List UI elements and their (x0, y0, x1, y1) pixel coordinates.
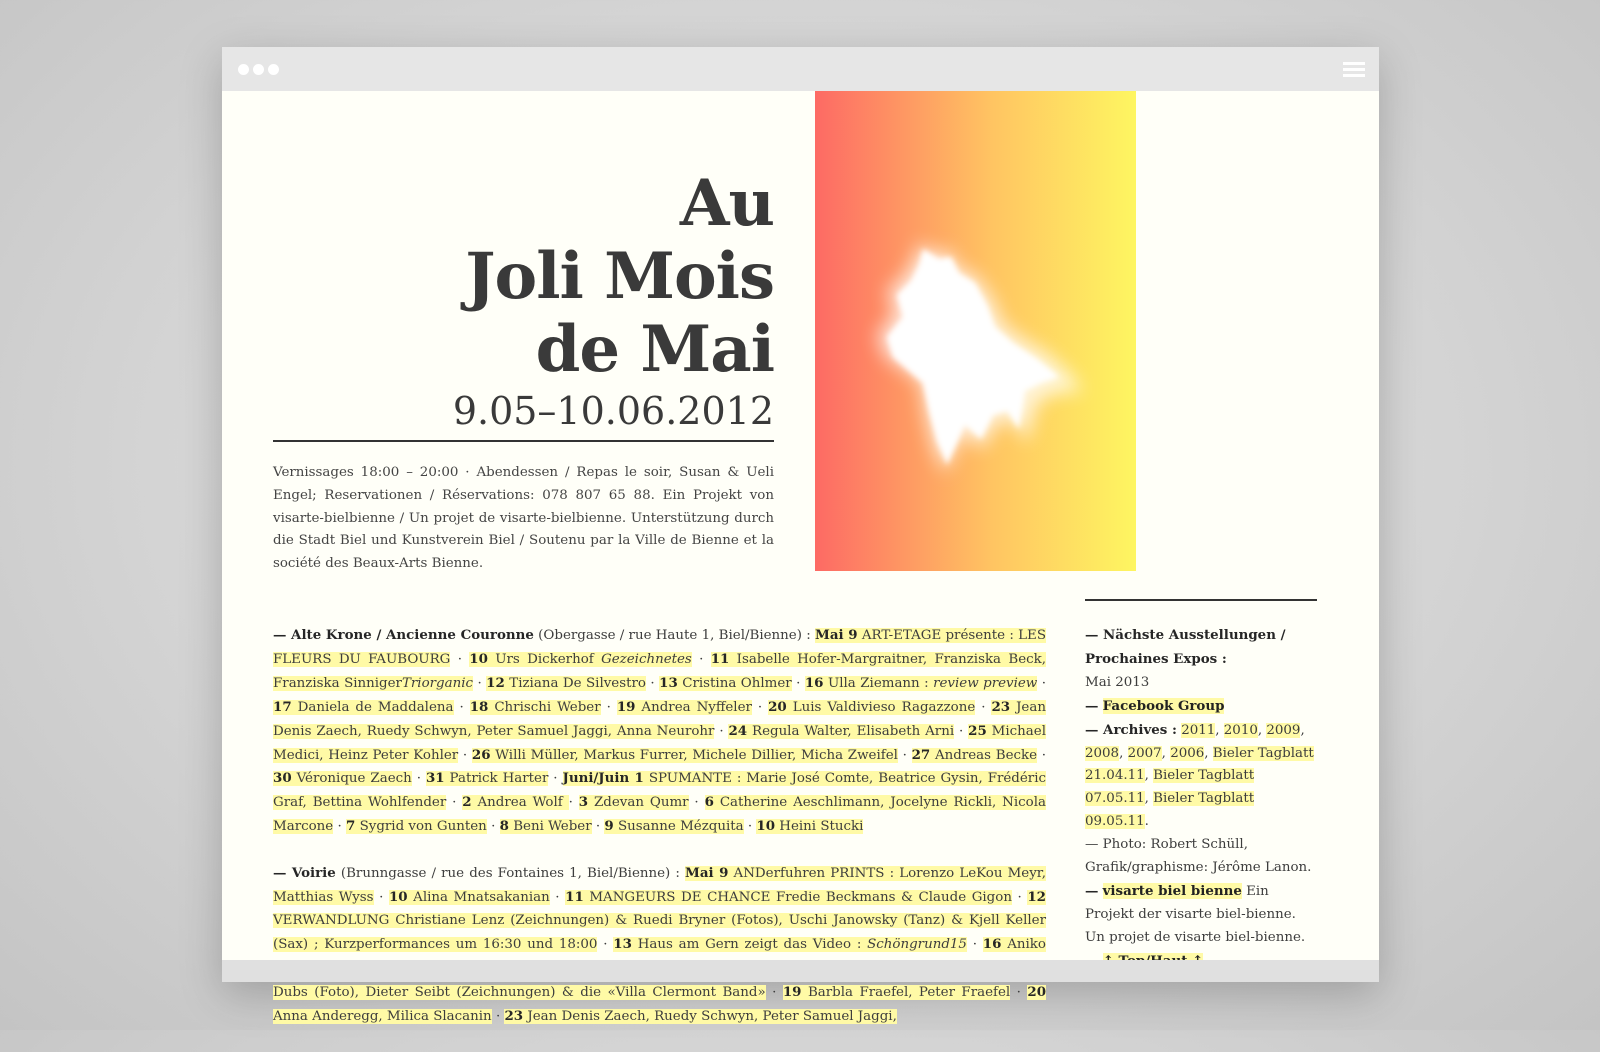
program-list (273, 624, 1046, 1052)
archive-link[interactable]: Bieler Tagblatt 07.05.11 (1085, 768, 1255, 807)
archive-link[interactable]: Bieler Tagblatt 21.04.11 (1085, 745, 1314, 784)
entry-date: 10 (469, 650, 488, 667)
program-entry[interactable] (462, 795, 568, 810)
program-entry[interactable] (579, 795, 689, 810)
project-text: Ein Projekt der visarte biel-bienne. Un projet de visarte biel-bienne. (1085, 883, 1306, 945)
facebook-dash: — (1085, 697, 1099, 714)
entry-text: Catherine Aeschlimann, Jocelyne Rickli, Nicola Marcone (273, 795, 1046, 835)
entry-text: Anna Anderegg, Milica Slacanin (273, 1008, 492, 1024)
program-entry[interactable] (604, 819, 743, 834)
entry-text: Ulla Ziemann : (827, 675, 934, 691)
entry-date: Juni/Juin 1 (562, 770, 644, 787)
entry-text: Andrea Nyffeler (641, 699, 752, 715)
entry-date: 10 (756, 818, 776, 835)
title-line-1: Au (679, 166, 774, 241)
entry-text: Willi Müller, Markus Furrer, Michele Dillier, Micha Zweifel (495, 747, 898, 763)
title-line-3: de Mai (535, 312, 774, 387)
entry-date: 7 (346, 818, 356, 835)
entry-date: 24 (728, 722, 748, 739)
archive-link[interactable]: 2009 (1266, 722, 1301, 738)
entry-text: Susanne Mézquita (617, 819, 744, 835)
entry-date: 27 (911, 746, 931, 763)
entry-text: Andreas Becke (934, 747, 1038, 763)
exhibition-dates: 9.05–10.06.2012 (452, 389, 774, 433)
archives-label: — Archives : (1085, 721, 1177, 738)
program-entry[interactable] (426, 771, 548, 786)
entry-text: Beni Weber (513, 819, 592, 835)
entry-date: 13 (613, 935, 632, 952)
entry-text: MANGEURS DE CHANCE Fredie Beckmans & Claude Gigon (589, 890, 1012, 906)
program-entry[interactable] (659, 676, 792, 691)
entry-date: 19 (616, 698, 636, 715)
entry-text: Aniko (1007, 936, 1046, 952)
entry-date: 18 (469, 698, 489, 715)
entry-date: 3 (578, 794, 589, 811)
entry-text: Véronique Zaech (296, 771, 412, 787)
program-entry[interactable] (273, 700, 454, 715)
program-entry[interactable] (805, 676, 1037, 691)
entry-date: 25 (968, 722, 987, 739)
program-entry[interactable] (783, 985, 1010, 1000)
entry-text: Alina Mnatsakanian (413, 890, 550, 906)
program-entry[interactable] (273, 771, 412, 786)
entry-date: 19 (782, 983, 802, 1000)
visarte-link[interactable]: visarte biel bienne (1102, 882, 1242, 899)
entry-text: Andrea Wolf (477, 795, 569, 811)
entry-text: Urs Dickerhof (495, 651, 602, 667)
program-entry[interactable] (500, 819, 592, 834)
intro-text: Vernissages 18:00 – 20:00 · Abendessen / Repas le soir, Susan & Ueli Engel; Reservationen / Réservations: 078 807 65 88. Ein Projekt von visarte-bielbienne / Un projet de visarte-bielbienne. Unterstützung durch die Stadt Biel und Kunstverein Biel / Soutenu par la Ville de Bienne et la société des Beaux-Arts Bienne. (273, 465, 774, 572)
program-entry[interactable] (470, 700, 601, 715)
poster-image (815, 91, 1136, 571)
page-title (465, 167, 774, 386)
program-entry[interactable] (728, 724, 954, 739)
entry-title: Schöngrund15 (867, 936, 967, 952)
entry-text: Patrick Harter (449, 771, 549, 787)
venue-heading: — Voirie (273, 865, 336, 882)
entry-text: Sygrid von Gunten (359, 819, 487, 835)
minimize-dot[interactable] (253, 64, 264, 75)
entry-date: 13 (659, 674, 678, 691)
program-entry[interactable] (756, 819, 863, 834)
entry-text: Chrischi Weber (494, 699, 601, 715)
venue-address: (Brunngasse / rue des Fontaines 1, Biel/Bienne) : (340, 866, 680, 882)
program-entry[interactable] (504, 1009, 896, 1024)
program-entry[interactable] (389, 890, 550, 905)
entry-date: 6 (704, 794, 714, 811)
entry-text: Heini Stucki (779, 819, 864, 835)
program-entry[interactable] (565, 890, 1012, 905)
program-entry[interactable] (617, 700, 752, 715)
program-entry[interactable] (469, 652, 692, 667)
title-divider (273, 440, 774, 442)
program-entry[interactable] (486, 676, 646, 691)
program-section: — Voirie (Brunngasse / rue des Fontaines 1, Biel/Bienne) : Mai 9 ANDerfuhren PRINTS : Lorenzo LeKou Meyr, Matthias Wyss · 10 Alina Mnatsakanian · 11 MANGEURS DE CHANCE Fredie Beckmans & Claude Gigon · 12 VERWANDLUNG Christiane Lenz (Zeichnungen) & Ruedi Bryner (Fotos), Uschi Janowsky (Tanz) & Kjell Keller (Sax) ; Kurzperformances um 16:30 und 18:00 · 13 Haus am Gern zeigt das Video : Schöngrund15 · 16 Aniko Dubs (Foto), Dieter Seibt (Zeichnungen) & die «Villa Clermont Band» · 19 Barbla Fraefel, Peter Fraefel · 20 Anna Anderegg, Milica Slacanin · 23 Jean Denis Zaech, Ruedy Schwyn, Peter Samuel Jaggi, (273, 865, 1047, 1024)
entry-date: Mai 9 (815, 627, 858, 643)
entry-date: Mai 9 (685, 865, 729, 882)
entry-date: 30 (273, 770, 292, 787)
entry-date: 16 (804, 674, 824, 691)
maximize-dot[interactable] (268, 64, 279, 75)
flower-shape-icon (815, 91, 1136, 571)
window-titlebar (222, 47, 1379, 91)
entry-text-tail: Dubs (Foto), Dieter Seibt (Zeichnungen) & die «Villa Clermont Band» (273, 984, 766, 1000)
entry-date: 26 (471, 746, 491, 763)
archive-link[interactable]: 2006 (1170, 745, 1205, 761)
entry-text: Jean Denis Zaech, Ruedy Schwyn, Peter Samuel Jaggi, (527, 1008, 897, 1024)
entry-date: 20 (1027, 983, 1047, 1000)
archive-link[interactable]: 2010 (1223, 722, 1258, 738)
archives-block: — Archives : 2011, 2010, 2009, 2008, 2007, 2006, Bieler Tagblatt 21.04.11, Bieler Tagblatt 07.05.11, Bieler Tagblatt 09.05.11. (1085, 721, 1314, 830)
entry-date: 12 (486, 674, 505, 691)
next-exhibitions-value: Mai 2013 (1085, 674, 1150, 690)
program-entry[interactable] (346, 819, 487, 834)
close-dot[interactable] (238, 64, 249, 75)
entry-date: 20 (768, 698, 787, 715)
entry-text: Isabelle Hofer-Margraitner, Franziska Beck, Franziska Sinniger (273, 651, 1047, 691)
entry-text: Daniela de Maddalena (297, 699, 454, 715)
browser-window (222, 47, 1379, 1024)
entry-text: Cristina Ohlmer (682, 675, 792, 691)
window-bottom-bar (222, 960, 1379, 982)
window-controls[interactable] (238, 64, 279, 75)
sidebar-divider (1085, 599, 1317, 601)
entry-date: 9 (604, 818, 614, 835)
venue-address: (Obergasse / rue Haute 1, Biel/Bienne) : (538, 628, 811, 643)
entry-date: 8 (499, 818, 509, 835)
entry-date: 11 (710, 650, 730, 667)
program-entry[interactable] (472, 748, 898, 763)
program-section: — Alte Krone / Ancienne Couronne (Obergasse / rue Haute 1, Biel/Bienne) : Mai 9 ART-ETAGE présente : LES FLEURS DU FAUBOURG · 10 Urs Dickerhof Gezeichnetes · 11 Isabelle Hofer-Margraitner, Franziska Beck, Franziska SinnigerTriorganic · 12 Tiziana De Silvestro · 13 Cristina Ohlmer · 16 Ulla Ziemann : review preview · 17 Daniela de Maddalena · 18 Chrischi Weber · 19 Andrea Nyffeler · 20 Luis Valdivieso Ragazzone · 23 Jean Denis Zaech, Ruedy Schwyn, Peter Samuel Jaggi, Anna Neurohr · 24 Regula Walter, Elisabeth Arni · 25 Michael Medici, Heinz Peter Kohler · 26 Willi Müller, Markus Furrer, Michele Dillier, Micha Zweifel · 27 Andreas Becke · 30 Véronique Zaech · 31 Patrick Harter · Juni/Juin 1 SPUMANTE : Marie José Comte, Beatrice Gysin, Frédéric Graf, Bettina Wohlfender · 2 Andrea Wolf · 3 Zdevan Qumr · 6 Catherine Aeschlimann, Jocelyne Rickli, Nicola Marcone · 7 Sygrid von Gunten · 8 Beni Weber · 9 Susanne Mézquita · 10 Heini Stucki (273, 627, 1047, 835)
entry-date: 23 (991, 698, 1011, 715)
entry-date: 17 (273, 698, 292, 715)
archives-end: . (1144, 814, 1149, 830)
sidebar (1085, 624, 1317, 974)
entry-text: Zdevan Qumr (593, 795, 689, 811)
entry-date: 31 (425, 770, 445, 787)
next-exhibitions-label: — Nächste Ausstellungen / Prochaines Expos : (1085, 627, 1286, 667)
project-dash: — (1085, 882, 1099, 899)
entry-text: SPUMANTE : Marie José Comte, Beatrice Gysin, Frédéric Graf, Bettina Wohlfender (273, 771, 1046, 811)
entry-title: Triorganic (401, 675, 473, 691)
entry-text: Tiziana De Silvestro (509, 675, 646, 691)
entry-text: Jean Denis Zaech, Ruedy Schwyn, Peter Samuel Jaggi, Anna Neurohr (273, 699, 1046, 739)
program-entry[interactable] (912, 748, 1037, 763)
entry-text: Barbla Fraefel, Peter Fraefel (807, 984, 1011, 1000)
entry-text: Haus am Gern zeigt das Video : (637, 936, 868, 952)
archive-link[interactable]: 2008 (1085, 745, 1120, 761)
entry-date: 12 (1027, 889, 1046, 906)
entry-date: 2 (462, 794, 472, 811)
venue-heading: — Alte Krone / Ancienne Couronne (273, 627, 534, 643)
title-line-2: Joli Mois (465, 239, 774, 314)
entry-date: 10 (388, 889, 408, 906)
entry-text: Luis Valdivieso Ragazzone (792, 699, 976, 715)
archive-link[interactable]: Bieler Tagblatt 09.05.11 (1085, 791, 1255, 830)
credits-text: — Photo: Robert Schüll, Grafik/graphisme: Jérôme Lanon. (1085, 837, 1312, 876)
entry-title: Gezeichnetes (601, 651, 692, 667)
entry-title: review preview (933, 675, 1038, 691)
program-entry[interactable] (613, 937, 967, 952)
entry-text: Michael Medici, Heinz Peter Kohler (273, 723, 1046, 763)
entry-text: VERWANDLUNG Christiane Lenz (Zeichnungen) & Ruedi Bryner (Fotos), Uschi Janowsky (Tanz) & Kjell Keller (Sax) ; Kurzperformances um 16:30 und 18:00 (273, 912, 1046, 952)
entry-text: Regula Walter, Elisabeth Arni (751, 723, 955, 739)
hamburger-menu-icon[interactable] (1343, 62, 1365, 78)
entry-text: ANDerfuhren PRINTS : Lorenzo LeKou Meyr, Matthias Wyss (273, 866, 1046, 906)
entry-date: 23 (504, 1007, 524, 1024)
facebook-group-link[interactable]: Facebook Group (1102, 697, 1225, 714)
entry-text: ART-ETAGE présente : LES FLEURS DU FAUBOURG (273, 628, 1046, 667)
entry-date: 16 (982, 935, 1002, 952)
archive-link[interactable]: 2007 (1127, 745, 1162, 761)
archive-link[interactable]: 2011 (1181, 722, 1216, 738)
program-entry[interactable] (768, 700, 975, 715)
entry-date: 11 (565, 889, 584, 906)
